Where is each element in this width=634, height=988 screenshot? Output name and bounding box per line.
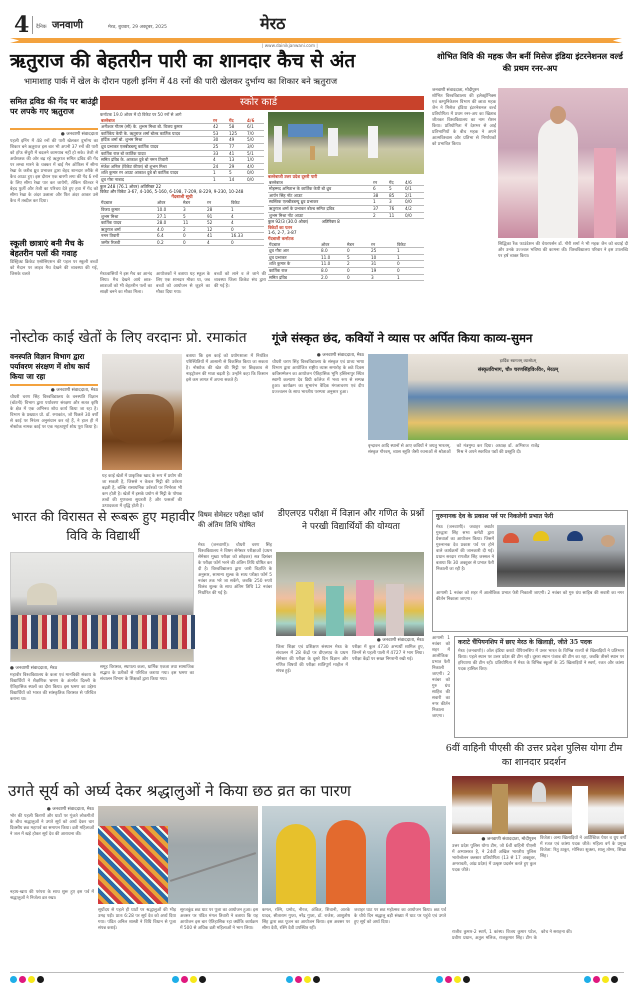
- player-name-cell: कार्तिकेय केपी के. ऋतुराज शर्मा बोल्ड कार्तिक यादव: [100, 130, 212, 137]
- stat-cell: 0: [346, 274, 370, 281]
- stat-cell: 1: [396, 248, 424, 255]
- batting-row: [100, 130, 264, 137]
- sanskrit-body2: वृन्दावन आदि स्थानों से आए कवियों ने जयतु भारतम्, संस्कृत गौरवम्, व्यास स्तुति जैसी रचनाओं से श्रोताओं को मंत्रमुग्ध कर दिया। अध्यक्ष डॉ. अभिराज राजेंद्र मिश्र ने अपने स्वरचित पद्यों की प्रस्तुति दी।: [368, 444, 540, 455]
- chhath-ghat-crowd-photo: [98, 806, 258, 904]
- stat-cell: 0: [346, 248, 370, 255]
- stat-cell: 12: [206, 226, 230, 233]
- header-cell: गेंदबाज: [268, 242, 320, 248]
- batting-row: [100, 163, 264, 170]
- up-batting-table: [268, 180, 424, 220]
- shobhit-body: शोभित विश्वविद्यालय की इलेक्ट्रॉनिक्स एवं कम्युनिकेशन विभाग की छात्रा महक जैन ने मिसेज इंडिया इंटरनेशनल वर्ल्ड प्रतियोगिता में प्रथम रनर-अप का खिताब जीतकर विश्वविद्यालय का नाम रोशन किया। प्रतियोगिता में देशभर से आई प्रतिभागियों के बीच महक ने अपने आत्मविश्वास और प्रतिभा से निर्णायकों को प्रभावित किया।: [432, 94, 496, 147]
- stat-cell: 33: [212, 150, 228, 157]
- stat-cell: 1: [212, 176, 228, 183]
- chhath-byline: ● जनवाणी संवाददाता, मेरठ: [46, 807, 94, 812]
- stat-cell: 5: [228, 170, 246, 177]
- stat-cell: 77: [228, 143, 246, 150]
- batting-table: [100, 118, 264, 184]
- scorecard-right: [268, 112, 424, 280]
- stat-cell: 1: [396, 274, 424, 281]
- lead-side-column: [10, 96, 98, 292]
- stat-cell: 0: [396, 267, 424, 274]
- scorecard-title: स्कोर कार्ड: [240, 97, 278, 108]
- paper-prefix: दैनिक: [36, 24, 47, 30]
- gurunanak-headline: गुरुनानक देव के प्रकाश पर्व पर निकलेगी प्रभात फेरी: [436, 513, 554, 520]
- stat-cell: 42: [212, 124, 228, 131]
- stat-cell: 7/0: [246, 130, 264, 137]
- chhath-body4: सूरजकुंड छठ घाट पर पूजा का आयोजन हुआ। इस अवसर पर पंडित मंगल तिवारी ने बताया कि यह आयोजन इस बार ऐतिहासिक रहा क्योंकि कार्यक्रम में 500 से अधिक व्रती महिलाओं ने भाग लिया।: [180, 908, 258, 931]
- karate-side-col: आगामी 1 नवंबर को शहर में आलौकिक प्रभात फेरी निकाली जाएगी। 2 नवंबर को गुरु ग्रंथ साहिब की सवारी का नगर कीर्तन निकाला जाएगा।: [432, 636, 450, 719]
- scorecard: [100, 96, 424, 280]
- header-cell: रन: [372, 180, 388, 186]
- batting-row: [100, 170, 264, 177]
- sanskrit-body: चौधरी चरण सिंह विश्वविद्यालय के संस्कृत एवं प्राच्य भाषा विभाग द्वारा आयोजित राष्ट्रीय व्यास समारोह के छठे दिवस कविसम्मेलन का आयोजन ऐतिहासिक भूमि हस्तिनापुर स्थित स्वामी कल्याण देव डिग्री कॉलेज में भव्य रूप से सम्पन्न हुआ। कार्यक्रम का शुभारंभ वैदिक मंगलाचरण एवं दीप प्रज्ज्वलन के साथ भारतीय परम्परा अनुसार हुआ।: [272, 360, 364, 395]
- stat-cell: 11: [182, 220, 206, 227]
- paper-name: जनवाणी: [52, 20, 83, 31]
- scorecard-header: [100, 96, 424, 110]
- header-cell: 4/6: [246, 118, 264, 124]
- stat-cell: 11: [388, 212, 404, 219]
- stat-cell: 3: [182, 206, 206, 213]
- stat-cell: 4: [212, 157, 228, 164]
- chhath-body: भोर की पहली किरणों और घाटों पर गूंजते लोकगीतों के बीच श्रद्धालुओं ने उगते सूर्य को अर्घ्य देकर चार दिवसीय छठ महापर्व का समापन किया। व्रती महिलाओं ने जल में खड़े होकर सूर्य देव की आराधना की।: [10, 814, 94, 837]
- stat-cell: 53: [212, 130, 228, 137]
- player-name-cell: कार्तिक राज: [268, 267, 320, 274]
- lead-subheadline: भामाशाह पार्क में खेल के दौरान पहली इनिंग में 48 रनों की पारी खेलकर दुर्भाग्य का शिकार बने ऋतुराज: [24, 76, 338, 86]
- website-url: | www.dainikjanwani.com |: [262, 43, 318, 48]
- header-cell: गेंदबाज: [100, 200, 156, 206]
- bowling-table: [100, 200, 264, 246]
- stat-cell: 6/1: [246, 124, 264, 131]
- up-batting-row: [268, 199, 424, 206]
- stat-cell: 5: [346, 254, 370, 261]
- nostoc-body3: बताया कि इस काई को प्रयोगशाला में नियंत्रित परिस्थितियों में आसानी से विकसित किया जा सकता है। नोस्टोक की खेत की मिट्टी पर छिड़काव से नाइट्रोजन की मात्रा बढ़ती है। उन्होंने कहा कि किसान इसे कम लागत में अपना सकते हैं।: [186, 354, 268, 383]
- stat-cell: 38: [372, 192, 388, 199]
- mahavir-group-photo: [10, 552, 194, 662]
- player-name-cell: शशि कुमार के: [268, 261, 320, 268]
- chhath-body6: जवाहर घाट पर छठ महोत्सव का आयोजन किया। छठ पर्व के चौथे दिन श्रद्धालु बड़ी संख्या में घाट पर पहुंचे एवं उगते हुए सूर्य को अर्घ्य दिया।: [354, 908, 446, 925]
- stat-cell: 25: [212, 143, 228, 150]
- player-name-cell: ध्रुव गौरा आर: [268, 248, 320, 255]
- stat-cell: 24: [212, 163, 228, 170]
- player-name-cell: हर्दिक शर्मा बो. शुभम मिश्रा: [100, 137, 212, 144]
- player-name-cell: जमीर रिजवी: [100, 239, 156, 246]
- story-exam: [198, 510, 272, 776]
- mahavir-body: महावीर विश्वविद्यालय के कला एवं मानविकी संकाय के विद्यार्थियों ने शैक्षणिक भ्रमण के अंतर्गत दिल्ली के ऐतिहासिक स्थलों का दौरा किया। इस भ्रमण का उद्देश्य विद्यार्थियों को भारत की सांस्कृतिक विरासत से परिचित कराना था।: [10, 673, 96, 702]
- stat-cell: 8.0: [320, 248, 346, 255]
- stat-cell: 6.4: [156, 233, 182, 240]
- stat-cell: 4/0: [246, 163, 264, 170]
- player-name-cell: ध्रुव प्रभाकर: [268, 254, 320, 261]
- stat-cell: 52: [206, 220, 230, 227]
- lead-byline: ● जनवाणी संवाददाता: [60, 132, 98, 137]
- story-nostoc: [10, 352, 268, 509]
- masthead: [8, 8, 628, 38]
- dateline: मेरठ, बुधवार, 29 अक्टूबर, 2025: [108, 25, 167, 30]
- stat-cell: 16.33: [230, 233, 264, 240]
- stat-cell: 25: [370, 248, 396, 255]
- header-cell: बल्लेबाज: [268, 180, 372, 186]
- stat-cell: 0: [230, 239, 264, 246]
- stat-cell: 4: [206, 239, 230, 246]
- player-name-cell: मोहम्मद अमिताभ के कार्तिक केपी बो ध्रुव: [268, 186, 372, 193]
- mahavir-headline: भारत की विरासत से रूबरू हुए महावीर विवि के विद्यार्थी: [11, 510, 195, 544]
- stat-cell: 125: [228, 130, 246, 137]
- stat-cell: 91: [206, 213, 230, 220]
- batting-row: [100, 143, 264, 150]
- chhath-devotees-photo: [262, 806, 446, 904]
- stat-cell: 28: [206, 206, 230, 213]
- gurunanak-body2: आगामी 1 नवंबर को शहर में आलौकिक प्रभात फेरी निकाली जाएगी। 2 नवंबर को गुरु ग्रंथ साहिब की सवारी का नगर कीर्तन निकाला जाएगा।: [436, 591, 624, 602]
- stat-cell: 4: [230, 213, 264, 220]
- stat-cell: 19: [370, 267, 396, 274]
- bowling-row: [100, 239, 264, 246]
- player-name-cell: ऋतुराज शर्मा के प्रभाकर बोल्ड समित द्रविड: [268, 205, 372, 212]
- sanskrit-event-photo: [368, 354, 628, 440]
- player-name-cell: ध्रुव प्रभाकर एलबीडब्ल्यू कार्तिक यादव: [100, 143, 212, 150]
- karate-headline: कराटे चैंपियनशिप में छाए मेरठ के खिलाड़ी, जीते 35 पदक: [458, 639, 592, 646]
- karnataka-bowling-title: गेंदबाजी कर्नाटक: [268, 235, 294, 241]
- bowling-title: गेंदबाजी सूची: [171, 194, 193, 200]
- up-total: कुल 92/3 (30.0 ओवर) अतिरिक्त 8: [268, 219, 340, 225]
- nostoc-flask-photo: [102, 354, 182, 470]
- stat-cell: 3: [388, 199, 404, 206]
- header-cell: ओवर: [320, 242, 346, 248]
- stat-cell: 0: [182, 239, 206, 246]
- cmyk-marks: [172, 968, 208, 987]
- pac-headline: 6वीं वाहिनी पीएसी की उत्तर प्रदेश पुलिस योगा टीम का शानदार प्रदर्शन: [445, 743, 623, 768]
- exam-headline: विषम सेमेस्टर परीक्षा फॉर्म की अंतिम तिथि घोषित: [198, 511, 264, 529]
- story-sanskrit: [272, 352, 628, 504]
- header-cell: रन: [212, 118, 228, 124]
- player-name-cell: विजय कुमार: [100, 206, 156, 213]
- pac-yoga-team-photo: [452, 776, 624, 834]
- stat-cell: 0: [346, 267, 370, 274]
- stat-cell: 2: [346, 261, 370, 268]
- stat-cell: 0/0: [404, 199, 424, 206]
- chhath-headline: उगते सूर्य को अर्घ्य देकर श्रद्धालुओं ने किया छठ व्रत का पारण: [8, 782, 351, 800]
- stat-cell: 29: [228, 163, 246, 170]
- up-batting-row: [268, 186, 424, 193]
- nostoc-body: चौधरी चरण सिंह विश्वविद्यालय के वनस्पति विज्ञान (बॉटनी) विभाग द्वारा पर्यावरण संरक्षण और सतत कृषि के क्षेत्र में एक अभिनव शोध कार्य किया जा रहा है। विभाग के प्रख्यात प्रो. डॉ. रमाकांत, जो पिछले 30 वर्षों से काई पर निरंतर अनुसंधान कर रहे हैं, ने हाल ही में नोस्टोक नामक काई पर एक महत्वपूर्ण शोध पूरा किया है।: [10, 395, 98, 430]
- player-name-cell: कार्तिक राज बो कार्तिक यादव: [100, 150, 212, 157]
- lead-side-body2: डिस्ट्रिक्ट क्रिकेट एसोसिएशन की पहल पर स्कूली बच्चों को मैदान पर लाइव मैच देखने की व्यवस्था की गई, जिसके चलते: [10, 260, 98, 277]
- shobhit-headline: शोभित विवि की महक जैन बनीं मिसेज इंडिया इंटरनेशनल वर्ल्ड की प्रथम रनर-अप: [437, 51, 623, 73]
- stat-cell: 5: [182, 213, 206, 220]
- lead-col4-body: बच्चों को लाने व ले जाने की व्यवस्था जिला क्रिकेट संघ द्वारा की गई है।: [214, 272, 266, 289]
- header-cell: गेंद: [228, 118, 246, 124]
- cricket-match-photo: [268, 112, 424, 174]
- stat-cell: 5/0: [246, 137, 264, 144]
- batting-row: [100, 124, 264, 131]
- stat-cell: 85: [388, 192, 404, 199]
- header-cell: मेडन: [182, 200, 206, 206]
- player-name-cell: समित द्रविड: [268, 274, 320, 281]
- shobhit-photo: [498, 88, 628, 238]
- karnataka-bowling-row: [268, 248, 424, 255]
- nostoc-body2: यह काई खेतों में प्राकृतिक खाद के रूप में प्रयोग की जा सकती है, जिससे न केवल मिट्टी की उर्वरता बढ़ती है, बल्कि रासायनिक उर्वरकों पर निर्भरता भी कम होती है। खेतों में इसके प्रयोग से मिट्टी के पोषक तत्वों की गुणवत्ता सुधरती है और फसलों की उत्पादकता में वृद्धि होती है।: [102, 474, 182, 509]
- stat-cell: 13: [228, 157, 246, 164]
- stat-cell: 2: [182, 226, 206, 233]
- gurunanak-body: मेरठ (जनवाणी)। जवाहर क्वार्टर गुरुद्वारा सिंह सभा कमेटी द्वारा प्रेसवार्ता का आयोजन किया। जिसमें गुरुनानक देव प्रकाश पर्व पर होने वाले कार्यक्रमों की जानकारी दी गई। प्रधान सरदार रणजीत सिंह जस्सल ने बताया कि 30 अक्टूबर से प्रभात फेरी निकाली जा रही है।: [436, 525, 494, 572]
- page-number: 4: [14, 12, 30, 38]
- player-name-cell: स्वस्तिक एलबीडब्ल्यू ध्रुव प्रभाकर: [268, 199, 372, 206]
- scorecard-left: [100, 112, 264, 268]
- player-name-cell: ऋतुराज शर्मा: [100, 226, 156, 233]
- stat-cell: 4/2: [404, 205, 424, 212]
- chhath-body5: कमल, रश्मि, प्रमोद, नीरज, अंकित, शिवानी, आरके यादव, सीताराम गुप्ता, नरेंद्र गुप्ता, डॉ. राजेश, आशुतोष सिंह द्वारा छठ पूजन का आयोजन किया। इस अवसर पर सीमा देवी, रश्मि देवी उपस्थित रहीं।: [262, 908, 350, 931]
- story-shobhit: [432, 50, 628, 322]
- player-name-cell: शुभम मिश्रा: [100, 213, 156, 220]
- player-name-cell: ध्रुव गोरा नाबाद: [100, 176, 212, 183]
- chhath-body3: सूर्योदय से पहले ही घाटों पर श्रद्धालुओं की भीड़ उमड़ पड़ी। प्रातः 6:28 पर सूर्य देव को अर्घ्य दिया गया। पंडित अनिल शास्त्री ने विधि विधान से पूजा संपन्न कराई।: [98, 908, 176, 931]
- bowling-row: [100, 220, 264, 227]
- stat-cell: 2.0: [320, 274, 346, 281]
- stat-cell: 1: [372, 199, 388, 206]
- header-cell: मेडन: [346, 242, 370, 248]
- fall-of-wickets: विकेट और विकेट 3-67, 4-106, 5-160, 6-198, 7-209, 8-229, 9-230, 10-248: [100, 189, 244, 195]
- lead-headline: ऋतुराज की बेहतरीन पारी का शानदार कैच से अंत: [10, 50, 356, 72]
- player-name-cell: समित द्रविड के. आकाश दुबे बो नमन तिवारी: [100, 157, 212, 164]
- stat-cell: 30: [212, 137, 228, 144]
- bowling-row: [100, 213, 264, 220]
- stat-cell: 0/0: [246, 176, 264, 183]
- batting-row: [100, 157, 264, 164]
- bowling-row: [100, 206, 264, 213]
- lead-col3-body: आयोजकों ने बताया यह स्कूल के लिए एक शानदार मौका था, जब बच्चों को आयोजन से जुड़ने का मौका दिया गया।: [156, 272, 210, 295]
- shobhit-byline: जनवाणी संवाददाता, मोदीपुरम: [432, 88, 479, 93]
- story-karate: [454, 636, 628, 738]
- header-cell: विकेट: [230, 200, 264, 206]
- stat-cell: 5: [388, 186, 404, 193]
- up-innings-title: बल्लेबाजी उत्तर प्रदेश दूसरी पारी: [268, 174, 318, 179]
- up-batting-row: [268, 205, 424, 212]
- batting-row: [100, 176, 264, 183]
- stat-cell: 3/0: [246, 143, 264, 150]
- player-name-cell: अनीश्वर गौतम (सी) के. शुभम मिश्रा बो. विजय कुमार: [100, 124, 212, 131]
- stat-cell: 14: [228, 176, 246, 183]
- player-name-cell: कार्तिक यादव: [100, 220, 156, 227]
- lead-side-body: पहली इनिंग में 48 रनों की पारी खेलकर दुर्भाग्य का शिकार बने ऋतुराज इस बार भी अपनी 37 रनों की पारी को हॉफ सेंचुरी में बदलने कामयाब नहीं हो सके। तेजी से अर्धशतक की ओर बढ़ रहे ऋतुराज समित द्रविड की गेंद पर लम्बा मारने के चक्कर में बाई मैन ऑफिस में सीमा रेखा के करीब ध्रुव प्रभाकर द्वारा बेहद शानदार तरीके से कैच आउट हुए। इस दौरान एक बारगी लगा की गेंद 6 रनों के लिए सीमा रेखा पार कर जायेगी, लेकिन फील्डर ने बेहद फुर्ती और तेजी का परिचय देते हुए हवा में गेंद को सीमा रेखा के अंदर उछाला और फिर अंदर आकर उसे कैच में तब्दील कर दिया।: [10, 139, 98, 204]
- deled-headline: डीएलएड परीक्षा में विज्ञान और गणित के प्रश्नों ने परखी विद्यार्थियों की योग्यता: [277, 509, 425, 532]
- stat-cell: 2/1: [404, 192, 424, 199]
- stat-cell: 0: [182, 233, 206, 240]
- karnataka-bowling-row: [268, 261, 424, 268]
- karate-body: मेरठ (जनवाणी)। ऑल इंडिया कराटे चैंपियनशिप में उत्तर भारत के विभिन्न राज्यों से खिलाड़ियों ने प्रतिभाग किया। पहले स्थान पर उत्तर प्रदेश की टीम रही। दूसरा स्थान पंजाब की टीम का रहा, जबकि तीसरे स्थान पर हरियाणा की टीम रही। प्रतियोगिता में मेरठ के विभिन्न स्कूलों के 35 खिलाड़ियों ने स्वर्ण, रजत और कांस्य पदक हासिल किए।: [458, 649, 624, 672]
- nostoc-headline: नोस्टोक काई खेतों के लिए वरदानः प्रो. रमाकांत: [10, 330, 247, 346]
- bowling-row: [100, 226, 264, 233]
- story-gurunanak: [432, 510, 628, 632]
- stat-cell: 41: [206, 233, 230, 240]
- stat-cell: 31: [370, 261, 396, 268]
- deled-students-photo: [276, 552, 424, 636]
- deled-body: जिला शिक्षा एवं प्रशिक्षण संस्थान मेरठ के संचालन में 28 केंद्रों पर डीएलएड के प्रथम सेमेस्टर की परीक्षा के दूसरे दिन विज्ञान और गणित विषयों की परीक्षा शांतिपूर्ण माहौल में संपन्न हुई।: [276, 645, 348, 674]
- pac-body2: विजेता। अन्य खिलाड़ियों ने आर्टिस्टिक पेयर व ग्रुप वर्गों में रजत एवं कांस्य पदक जीते। महिला वर्ग के प्रमुख विजेता: रितु ठाकुर, मोनिका शुक्ला, शालू तोमर, शिखा सिंह।: [540, 836, 626, 859]
- exam-body: मेरठ (जनवाणी)। चौधरी चरण सिंह विश्वविद्यालय ने विषम सेमेस्टर परीक्षाओं (प्रथम सेमेस्टर मुख्य परीक्षा को छोड़कर) सत्र दिसंबर के परीक्षा फॉर्म भरने की अंतिम तिथि घोषित कर दी है। विश्वविद्यालय द्वारा जारी विज्ञप्ति के अनुसार, सामान्य शुल्क के साथ परीक्षा फॉर्म 5 नवंबर तक भरे जा सकेंगे, जबकि 250 रुपये विलंब शुल्क के साथ अंतिम तिथि 12 नवंबर निर्धारित की गई है।: [198, 543, 272, 596]
- stat-cell: 0/0: [404, 212, 424, 219]
- cmyk-marks: [584, 968, 620, 987]
- pac-byline: ● जनवाणी संवाददाता, मोदीपुरम: [481, 837, 536, 842]
- stat-cell: 6: [372, 186, 388, 193]
- karnataka-bowling-table: [268, 242, 424, 282]
- nostoc-side-title: वनस्पति विज्ञान विभाग द्वारा पर्यावरण संरक्षण में शोध कार्य किया जा रहा: [10, 352, 90, 381]
- deled-byline: ● जनवाणी संवाददाता, मेरठ: [376, 638, 424, 643]
- chhath-body2: नहाय-खाय की परंपरा के साथ शुरू हुए इस पर्व में श्रद्धालुओं ने निर्जला व्रत रखा।: [10, 890, 94, 901]
- stat-cell: 0: [396, 261, 424, 268]
- stat-cell: 28.0: [156, 220, 182, 227]
- karnataka-bowling-row: [268, 254, 424, 261]
- bowling-row: [100, 233, 264, 240]
- scorecard-summary: कर्नाटक 19.0 ओवर में दो विकेट पर 50 रनों से आगे: [100, 112, 182, 117]
- header-cell: गेंद: [388, 180, 404, 186]
- stat-cell: 27.1: [156, 213, 182, 220]
- mahavir-byline: ● जनवाणी संवाददाता, मेरठ: [10, 666, 58, 671]
- pac-body: उत्तर प्रदेश पुलिस योगा टीम, जो 6वीं वाहिनी पीएसी में अभ्यासरत है, ने 24वीं अखिल भारतीय पुलिस भारोत्तोलन क्लस्टर प्रतियोगिता (13 से 17 अक्टूबर, अमरावती, आंध्र प्रदेश) में उत्कृष्ट प्रदर्शन करते हुए कुल पदक जीते।: [452, 844, 536, 873]
- sanskrit-byline: ● जनवाणी संवाददाता, मेरठ: [316, 353, 364, 358]
- stat-cell: 4: [230, 220, 264, 227]
- player-name-cell: शुभम मिश्रा नॉट आउट: [268, 212, 372, 219]
- deled-body2: परीक्षा में कुल 4730 अभ्यर्थी शामिल हुए, जिनमें से पहली पाली में 4727 ने भाग लिया। परीक्षा केंद्रों पर सख्त निगरानी रखी गई।: [352, 645, 424, 662]
- stat-cell: 1: [212, 170, 228, 177]
- player-name-cell: नमन तिवारी: [100, 233, 156, 240]
- city-title: मेरठ: [260, 14, 286, 33]
- up-fow-title: विकेटों का पतन: [268, 224, 293, 230]
- cmyk-marks: [436, 968, 472, 987]
- up-fow: 1-6, 2-7, 3-87: [268, 230, 297, 236]
- pac-medal-list: राजीव कुमार-2 स्वर्ण, 1 कांस्य। विजय कुमार पटेल, प्रवीण प्रधान, अतुल मलिक, राजकुमार सिंह। टीम के कोच ने सराहना की।: [452, 930, 573, 941]
- stat-cell: 3: [370, 274, 396, 281]
- stat-cell: 4.0: [156, 226, 182, 233]
- batting-row: [100, 150, 264, 157]
- stat-cell: 10.0: [156, 206, 182, 213]
- sanskrit-banner-text: संस्कृतविभाग, चौ० चरणसिंहवि०वि०, मेरठम्: [477, 367, 559, 373]
- stat-cell: 0/0: [246, 170, 264, 177]
- mahavir-body2: समूह विरासत, स्थापत्य कला, धार्मिक एकता तथा सामाजिक सद्भाव के प्रतीकों से परिचित कराया गया। इस भ्रमण का संचालन विभाग के शिक्षकों द्वारा किया गया।: [100, 665, 194, 682]
- up-batting-row: [268, 192, 424, 199]
- print-registration-bar: [10, 968, 624, 978]
- cmyk-marks: [286, 968, 322, 987]
- stat-cell: 8.0: [320, 267, 346, 274]
- nostoc-byline: ● जनवाणी संवाददाता, मेरठ: [50, 388, 98, 393]
- stat-cell: 58: [228, 124, 246, 131]
- stat-cell: 2: [372, 212, 388, 219]
- player-name-cell: आर्यन सिंह नॉट आउट: [268, 192, 372, 199]
- header-cell: बल्लेबाज: [100, 118, 212, 124]
- stat-cell: 0.2: [156, 239, 182, 246]
- player-name-cell: शशि कुमार रन आउट आकाश दुबे बो कार्तिक यादव: [100, 170, 212, 177]
- player-name-cell: मंजेश अनिल (विकेट कीपर) बो शुभम मिश्रा: [100, 163, 212, 170]
- header-cell: रन: [206, 200, 230, 206]
- lead-side-title2: स्कूली छात्राएं बनी मैच के बेहतरीन पलों की गवाह: [10, 238, 84, 258]
- header-cell: रन: [370, 242, 396, 248]
- stat-cell: 41: [228, 150, 246, 157]
- stat-cell: 1: [230, 206, 264, 213]
- header-cell: विकेट: [396, 242, 424, 248]
- stat-cell: 49: [228, 137, 246, 144]
- gurunanak-press-photo: [497, 525, 625, 587]
- sanskrit-headline: गूंजे संस्कृत छंद, कवियों ने व्यास पर अर्पित किया काव्य-सुमन: [272, 331, 533, 345]
- stat-cell: 5/1: [246, 150, 264, 157]
- header-cell: 4/6: [404, 180, 424, 186]
- stat-cell: 1: [396, 254, 424, 261]
- lead-side-title: समित द्रविड की गेंद पर बाउंड्री पर लपके गए ऋतुराज: [10, 96, 98, 116]
- stat-cell: 10: [370, 254, 396, 261]
- shobhit-body2: सिद्धिका रैंक फाउंडेशन की चेयरपर्सन डॉ. गौरी शर्मा ने भी महक जैन को बधाई दी और उनके उज्ज्वल भविष्य की कामना की। विश्वविद्यालय परिवार ने इस उपलब्धि पर हर्ष व्यक्त किया।: [498, 242, 628, 259]
- stat-cell: 76: [388, 205, 404, 212]
- sanskrit-banner-sub: हार्दिक स्वागतम् व्यासोऽम्: [499, 358, 537, 363]
- batting-row: [100, 137, 264, 144]
- stat-cell: 1/0: [246, 157, 264, 164]
- stat-cell: 11.0: [320, 261, 346, 268]
- stat-cell: 0/1: [404, 186, 424, 193]
- up-batting-row: [268, 212, 424, 219]
- karnataka-bowling-row: [268, 274, 424, 281]
- stat-cell: 11.0: [320, 254, 346, 261]
- batting-total: कुल 248 (76.1 ओवर) अतिरिक्त 22: [100, 183, 162, 189]
- lead-col2-body: मेरठवासियों ने इस मैच का आनंद लिया। मैच देखने आये छात्र-छात्राओं को भी बेहतरीन पलों का साक्षी बनने का मौका मिला।: [100, 272, 152, 295]
- cmyk-marks: [10, 968, 46, 987]
- karnataka-bowling-row: [268, 267, 424, 274]
- stat-cell: 37: [372, 205, 388, 212]
- stat-cell: 0: [230, 226, 264, 233]
- header-cell: ओवर: [156, 200, 182, 206]
